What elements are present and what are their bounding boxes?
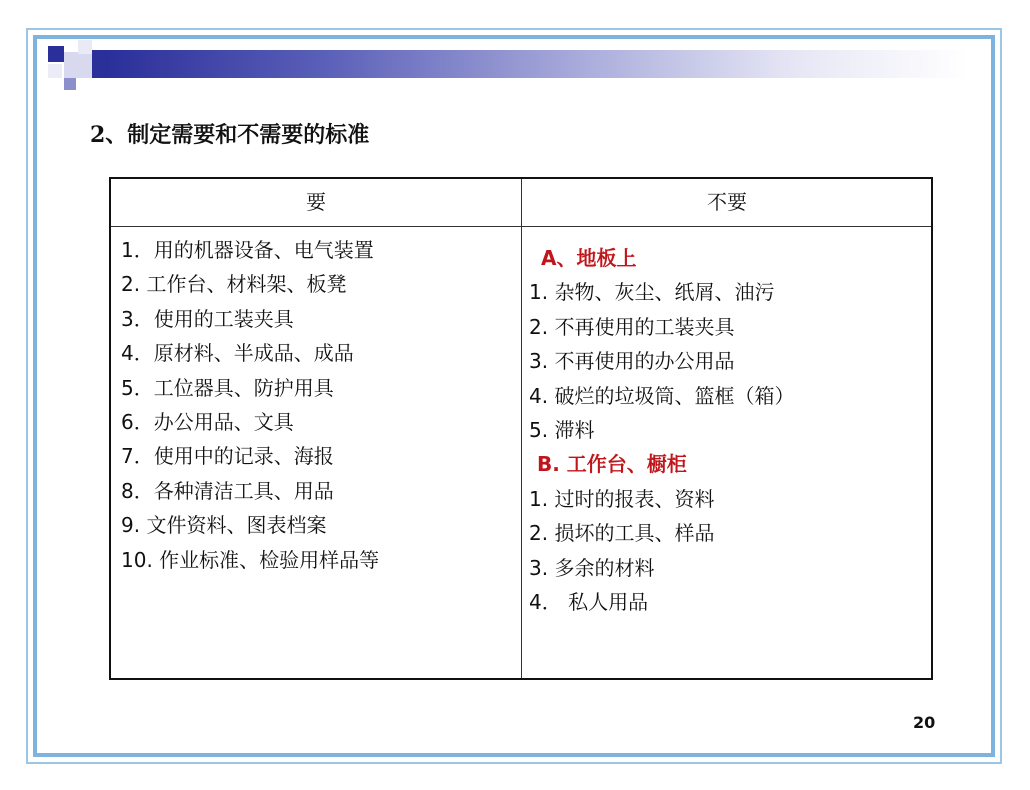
not-need-item: 2. 不再使用的工装夹具	[529, 314, 735, 339]
not-need-item: 1. 杂物、灰尘、纸屑、油污	[529, 280, 775, 305]
table-header-not-need: 不要	[707, 190, 747, 214]
need-item: 4．原材料、半成品、成品	[121, 341, 354, 366]
standards-table	[109, 177, 933, 680]
not-need-item: 4． 私人用品	[529, 589, 649, 614]
not-need-item: 2. 损坏的工具、样品	[529, 521, 715, 546]
slide-title: 2、制定需要和不需要的标准	[90, 122, 370, 148]
header-gradient-bar	[108, 50, 968, 78]
need-item: 10. 作业标准、检验用样品等	[121, 547, 380, 572]
section-heading-workbench: B. 工作台、橱柜	[537, 452, 687, 477]
table-header-need: 要	[306, 190, 326, 214]
not-need-list	[529, 241, 794, 619]
table-column-divider	[521, 179, 522, 678]
need-item: 7．使用中的记录、海报	[121, 444, 334, 469]
section-heading-floor: A、地板上	[541, 246, 637, 270]
need-item: 6．办公用品、文具	[121, 409, 294, 434]
need-item: 1．用的机器设备、电气装置	[121, 238, 374, 262]
need-item: 2. 工作台、材料架、板凳	[121, 272, 347, 297]
not-need-item: 1. 过时的报表、资料	[529, 486, 715, 511]
need-item: 5．工位器具、防护用具	[121, 375, 334, 400]
need-item: 3．使用的工装夹具	[121, 306, 294, 331]
not-need-item: 3. 不再使用的办公用品	[529, 349, 735, 374]
not-need-item: 4. 破烂的垃圾筒、篮框（箱）	[529, 383, 795, 408]
page-number: 20	[913, 713, 936, 732]
need-list	[121, 233, 379, 577]
need-item: 8．各种清洁工具、用品	[121, 478, 334, 503]
not-need-item: 3. 多余的材料	[529, 555, 655, 580]
need-item: 9. 文件资料、图表档案	[121, 513, 327, 538]
not-need-item: 5. 滞料	[529, 417, 595, 442]
